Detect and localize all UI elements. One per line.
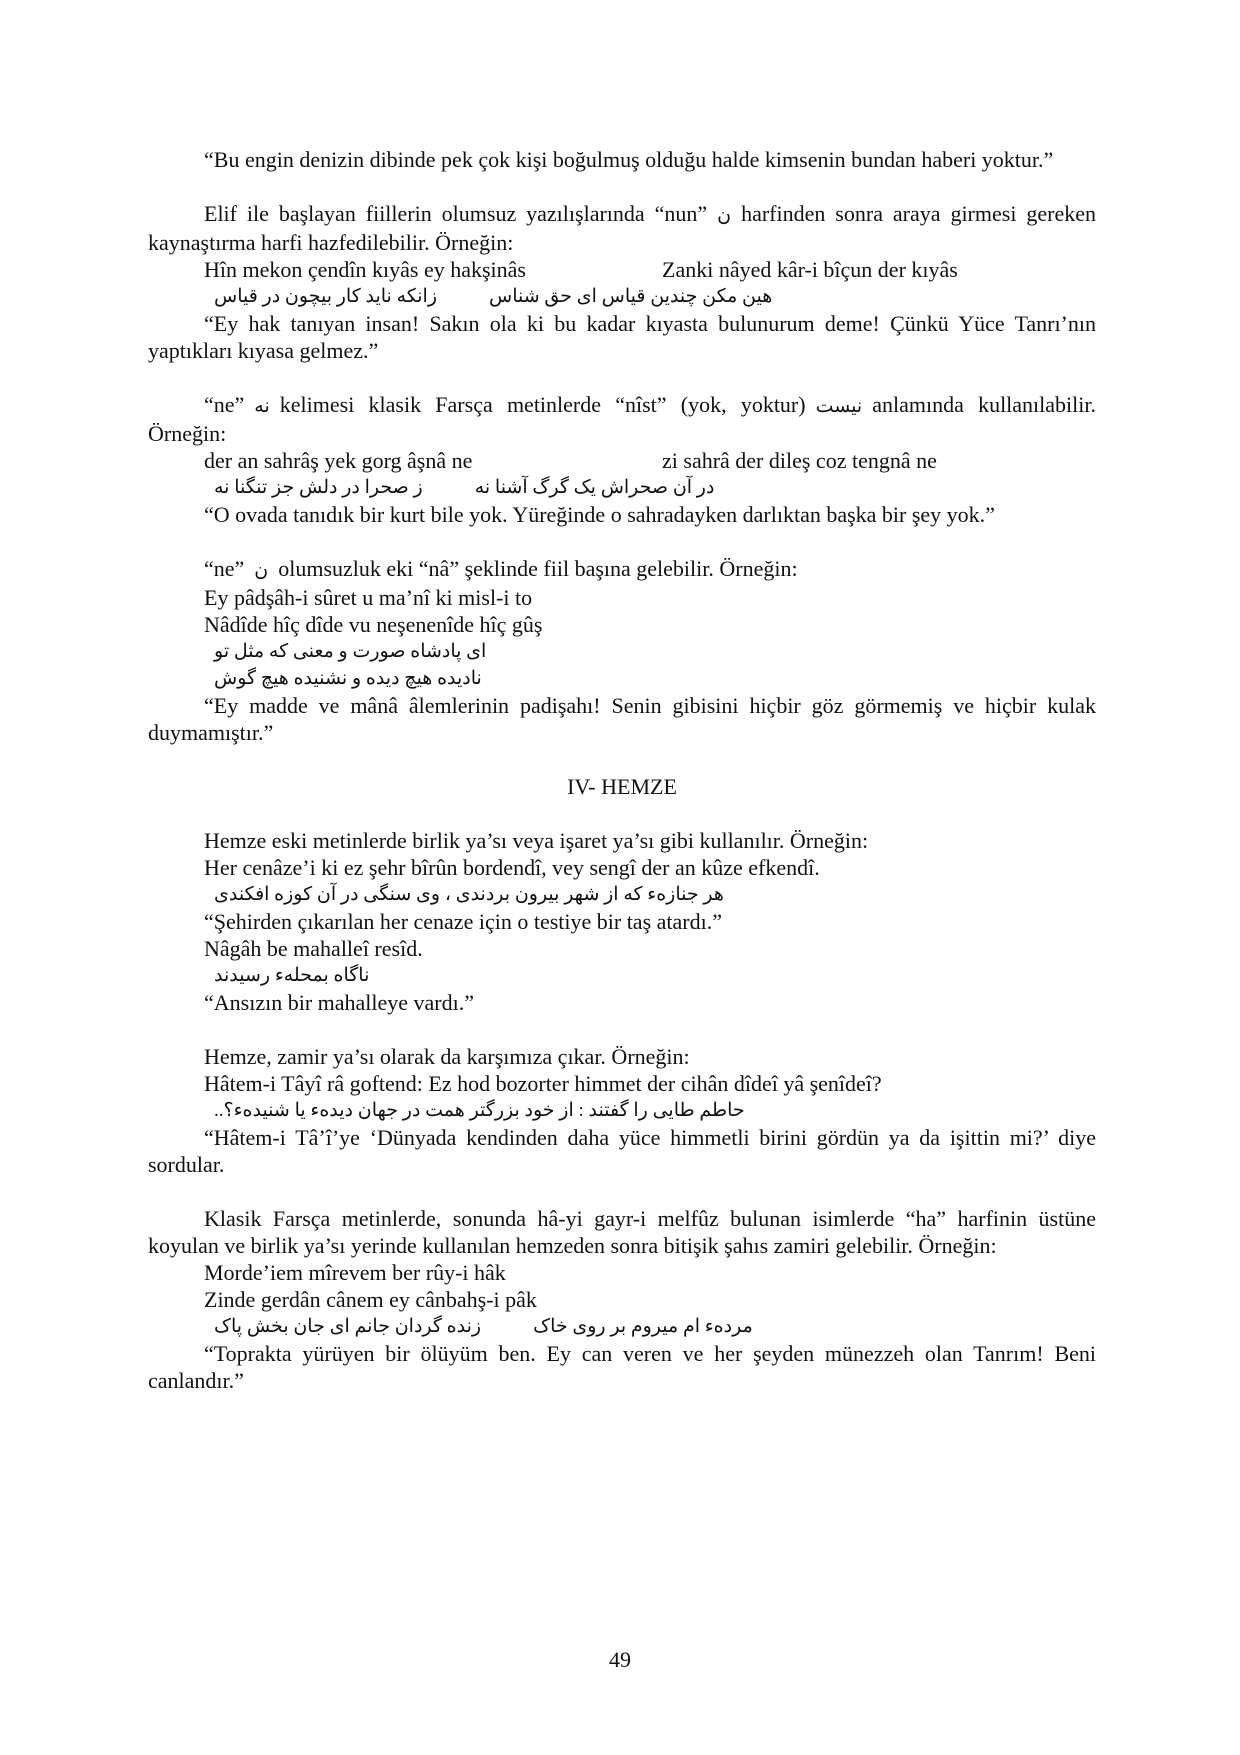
example-1-persian: هین مکن چندین قیاس ای حق شناس زانکه ناید کار بیچون در قیاس <box>214 286 773 307</box>
page-number: 49 <box>609 1647 631 1672</box>
paragraph-ne-word: “ne” نه kelimesi klasik Farsça metinlerde “nîst” (yok, yoktur) نیست anlamında kullanılabilir. Örneğin: <box>148 392 1096 446</box>
example-3-translation: “Ey madde ve mânâ âlemlerinin padişahı! Senin gibisini hiçbir göz görmemiş ve hiçbir kulak duymamıştır.” <box>148 693 1096 745</box>
arabic-nist-glyph: نیست <box>815 396 863 417</box>
page-body <box>148 146 1096 1394</box>
example-3-line-1: Ey pâdşâh-i sûret u ma’nî ki misl-i to <box>204 585 533 610</box>
example-7-translation: “Toprakta yürüyen bir ölüyüm ben. Ey can veren ve her şeyden münezzeh olan Tanrım! Beni canlandır.” <box>148 1341 1096 1393</box>
example-6-translation: “Hâtem-i Tâ’î’ye ‘Dünyada kendinden daha yüce himmetli birini gördün ya da işittin mi?’ diye sordular. <box>148 1125 1096 1177</box>
example-7-line-1: Morde’iem mîrevem ber rûy-i hâk <box>204 1260 506 1285</box>
paragraph-hemze: Hemze eski metinlerde birlik ya’sı veya işaret ya’sı gibi kullanılır. Örneğin: <box>204 828 869 853</box>
example-3-persian-1: ای پادشاه صورت و معنی که مثل تو <box>214 641 487 662</box>
example-6-persian: حاطم طایی را گفتند : از خود بزرگتر همت در جهان دیدهء یا شنیدهء؟.. <box>214 1100 745 1121</box>
example-2-translation: “O ovada tanıdık bir kurt bile yok. Yüreğinde o sahradayken darlıktan başka bir şey yok.” <box>204 502 995 527</box>
arabic-ne-glyph: نه <box>254 396 270 417</box>
example-3-persian-2: نادیده هیچ دیده و نشنیده هیچ گوش <box>214 668 482 689</box>
paragraph-ha-gayr-melfuz: Klasik Farsça metinlerde, sonunda hâ-yi gayr-i melfûz bulunan isimlerde “ha” harfinin üstüne koyulan ve birlik ya’sı yerinde kullanılan hemzeden sonra bitişik şahıs zamiri gelebilir. Örneğin: <box>148 1206 1096 1258</box>
example-7-line-2: Zinde gerdân cânem ey cânbahş-i pâk <box>204 1287 537 1312</box>
arabic-nun-glyph: ن <box>717 205 732 226</box>
example-5-translation: “Ansızın bir mahalleye vardı.” <box>204 990 475 1015</box>
arabic-nun-glyph-2: ن <box>254 560 269 581</box>
example-2-persian: در آن صحراش یک گرگ آشنا نه ز صحرا در دلش جز تنگنا نه <box>214 477 715 498</box>
paragraph-zamir-ya: Hemze, zamir ya’sı olarak da karşımıza çıkar. Örneğin: <box>204 1044 690 1069</box>
example-6-line: Hâtem-i Tâyî râ goftend: Ez hod bozorter himmet der cihân dîdeî yâ şenîdeî? <box>204 1071 882 1096</box>
example-1-latin: Hîn mekon çendîn kıyâs ey hakşinâs Zanki nâyed kâr-i bîçun der kıyâs <box>204 257 958 282</box>
paragraph-quote-sea: “Bu engin denizin dibinde pek çok kişi boğulmuş olduğu halde kimsenin bundan haberi yoktur.” <box>204 147 1054 172</box>
paragraph-na-prefix: “ne” ن olumsuzluk eki “nâ” şeklinde fiil başına gelebilir. Örneğin: <box>204 556 798 581</box>
example-2-latin: der an sahrâş yek gorg âşnâ ne zi sahrâ der dileş coz tengnâ ne <box>204 448 937 473</box>
section-heading: IV- HEMZE <box>567 774 677 799</box>
example-7-persian: مردهء ام میروم بر روی خاک زنده گردان جانم ای جان بخش پاک <box>214 1316 753 1337</box>
example-3-line-2: Nâdîde hîç dîde vu neşenenîde hîç gûş <box>204 612 543 637</box>
example-4-translation: “Şehirden çıkarılan her cenaze için o testiye bir taş atardı.” <box>204 909 722 934</box>
example-1-translation: “Ey hak tanıyan insan! Sakın ola ki bu kadar kıyasta bulunurum deme! Çünkü Yüce Tanrı’nın yaptıkları kıyasa gelmez.” <box>148 311 1096 363</box>
example-5-line: Nâgâh be mahalleî resîd. <box>204 936 423 961</box>
example-4-persian: هر جنازهء که از شهر بیرون بردندی ، وی سنگی در آن کوزه افکندی <box>214 884 724 905</box>
example-4-line: Her cenâze’i ki ez şehr bîrûn bordendî, vey sengî der an kûze efkendî. <box>204 855 820 880</box>
example-5-persian: ناگاه بمحلهء رسیدند <box>214 965 370 986</box>
paragraph-elif-verbs: Elif ile başlayan fiillerin olumsuz yazılışlarında “nun” ن harfinden sonra araya girmesi gereken kaynaştırma harfi hazfedilebilir. Örneğin: <box>148 201 1096 255</box>
